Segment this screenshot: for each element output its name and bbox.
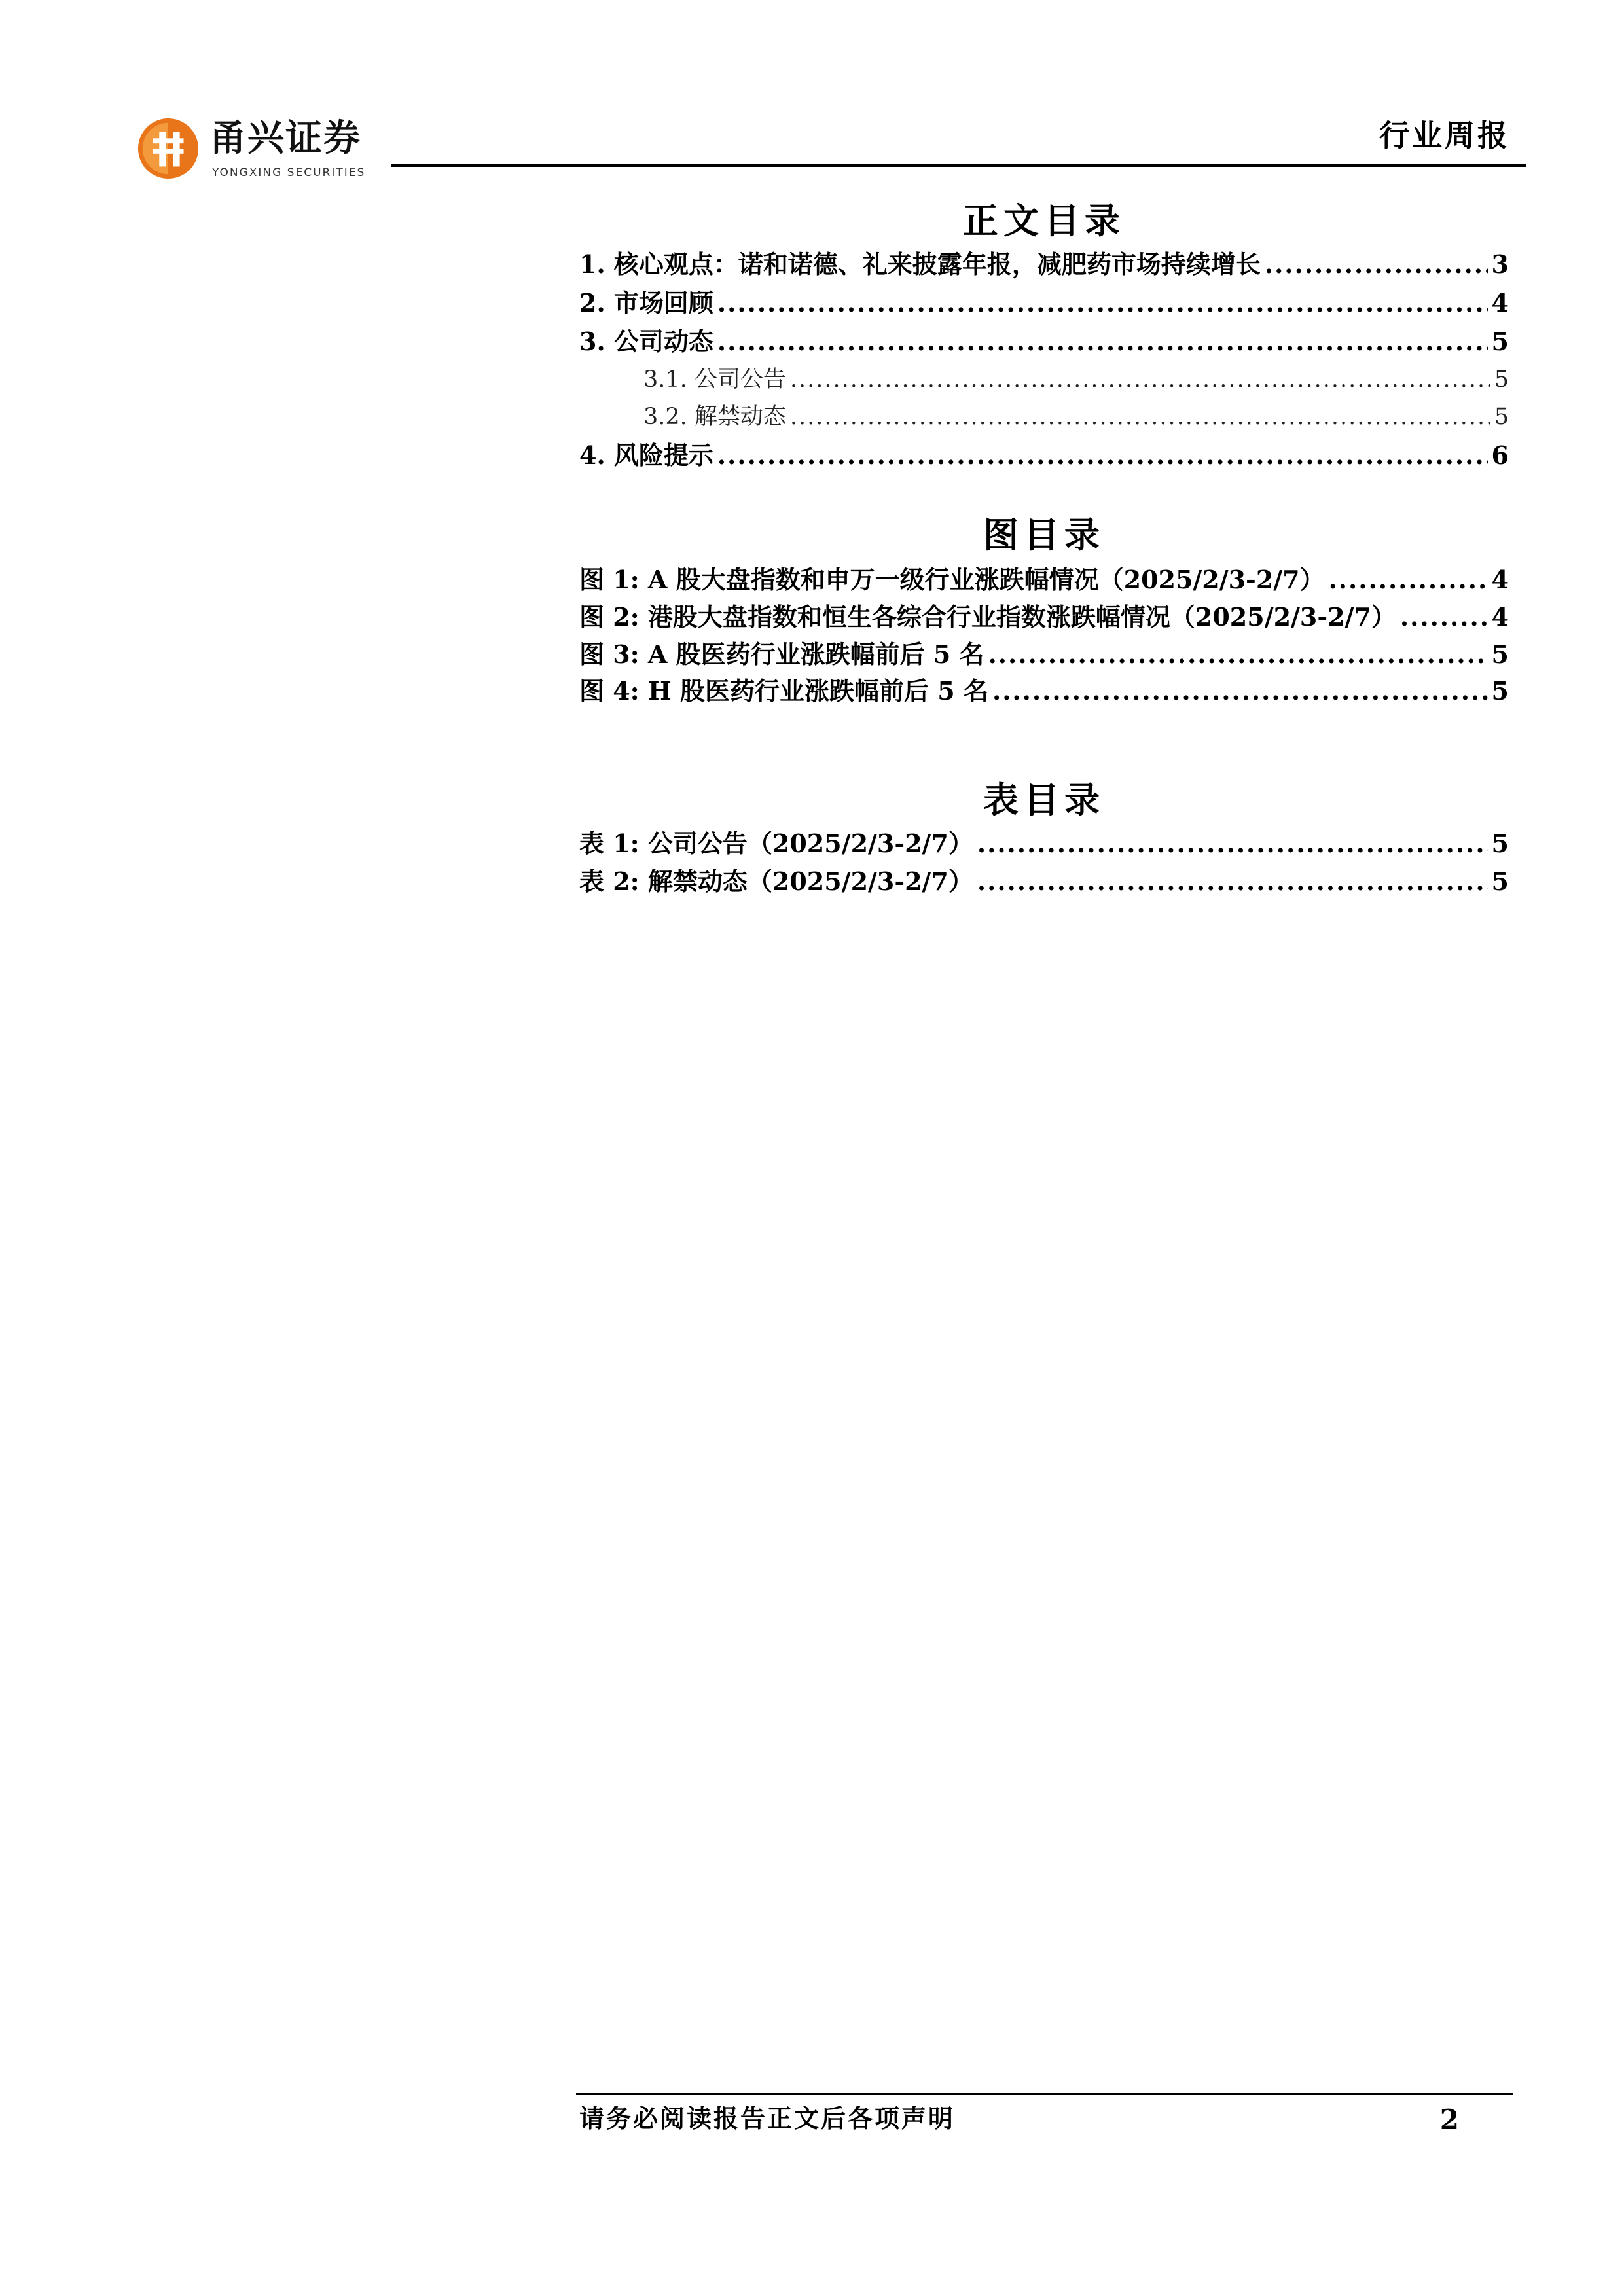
figure-entry-label: 图 3: A 股医药行业涨跌幅前后 5 名 [579,639,984,669]
figure-entry[interactable] [579,675,1509,708]
logo-chinese-name: 甬兴证券 [209,117,361,160]
toc-entry-label: 2. 市场回顾 [579,288,713,317]
toc-entry[interactable] [579,287,1509,319]
figure-entry-page: 5 [1491,639,1509,669]
figure-entry[interactable] [579,601,1509,634]
dot-leader [988,638,1488,671]
report-type-label: 行业周报 [1379,118,1510,153]
toc-entry-page: 5 [1494,404,1509,430]
page-number: 2 [1439,2104,1459,2136]
figure-entry-label: 图 4: H 股医药行业涨跌幅前后 5 名 [579,676,988,706]
toc-entry-page: 3 [1491,249,1509,279]
table-entry[interactable] [579,865,1509,898]
figure-entry-page: 4 [1491,602,1509,632]
figures-contents-title: 图目录 [983,514,1105,556]
dot-leader [717,325,1488,358]
dot-leader [1265,248,1488,281]
dot-leader [790,363,1490,396]
company-logo [136,117,385,188]
toc-entry-label: 3.1. 公司公告 [643,367,786,393]
figure-entry-page: 4 [1491,565,1509,594]
toc-entry[interactable] [579,248,1509,281]
table-entry-page: 5 [1491,867,1509,896]
header-rule [391,164,1526,167]
toc-entry-page: 5 [1494,367,1509,393]
dot-leader [717,439,1488,472]
toc-entry-page: 6 [1491,440,1509,470]
figure-entry-label: 图 1: A 股大盘指数和申万一级行业涨跌幅情况（2025/2/3-2/7） [579,565,1325,594]
dot-leader [1400,601,1488,634]
toc-entry-label: 3.2. 解禁动态 [643,404,786,430]
page-header [0,0,1624,190]
toc-entry-label: 1. 核心观点：诺和诺德、礼来披露年报，减肥药市场持续增长 [579,249,1261,279]
toc-entry-page: 4 [1491,288,1509,317]
figure-entry[interactable] [579,564,1509,596]
tables-contents-title: 表目录 [983,779,1105,821]
toc-subentry[interactable] [643,363,1509,396]
table-entry-page: 5 [1491,829,1509,858]
toc-entry-label: 3. 公司动态 [579,327,713,356]
figure-entry-label: 图 2: 港股大盘指数和恒生各综合行业指数涨跌幅情况（2025/2/3-2/7） [579,602,1396,632]
toc-entry[interactable] [579,439,1509,472]
table-entry[interactable] [579,827,1509,860]
figure-entry[interactable] [579,638,1509,671]
dot-leader [1329,564,1488,596]
yongxing-logo-icon [136,117,200,181]
toc-entry-label: 4. 风险提示 [579,440,713,470]
footer-rule [576,2093,1513,2095]
logo-english-name: YONGXING SECURITIES [212,166,366,179]
dot-leader [977,827,1488,860]
figure-entry-page: 5 [1491,676,1509,706]
dot-leader [977,865,1488,898]
toc-entry-page: 5 [1491,327,1509,356]
dot-leader [790,401,1490,433]
toc-entry[interactable] [579,325,1509,358]
table-entry-label: 表 2: 解禁动态（2025/2/3-2/7） [579,867,973,896]
dot-leader [992,675,1488,708]
main-contents-title: 正文目录 [963,200,1125,242]
dot-leader [717,287,1488,319]
table-entry-label: 表 1: 公司公告（2025/2/3-2/7） [579,829,973,858]
toc-subentry[interactable] [643,401,1509,433]
footer-disclaimer: 请务必阅读报告正文后各项声明 [579,2104,956,2133]
